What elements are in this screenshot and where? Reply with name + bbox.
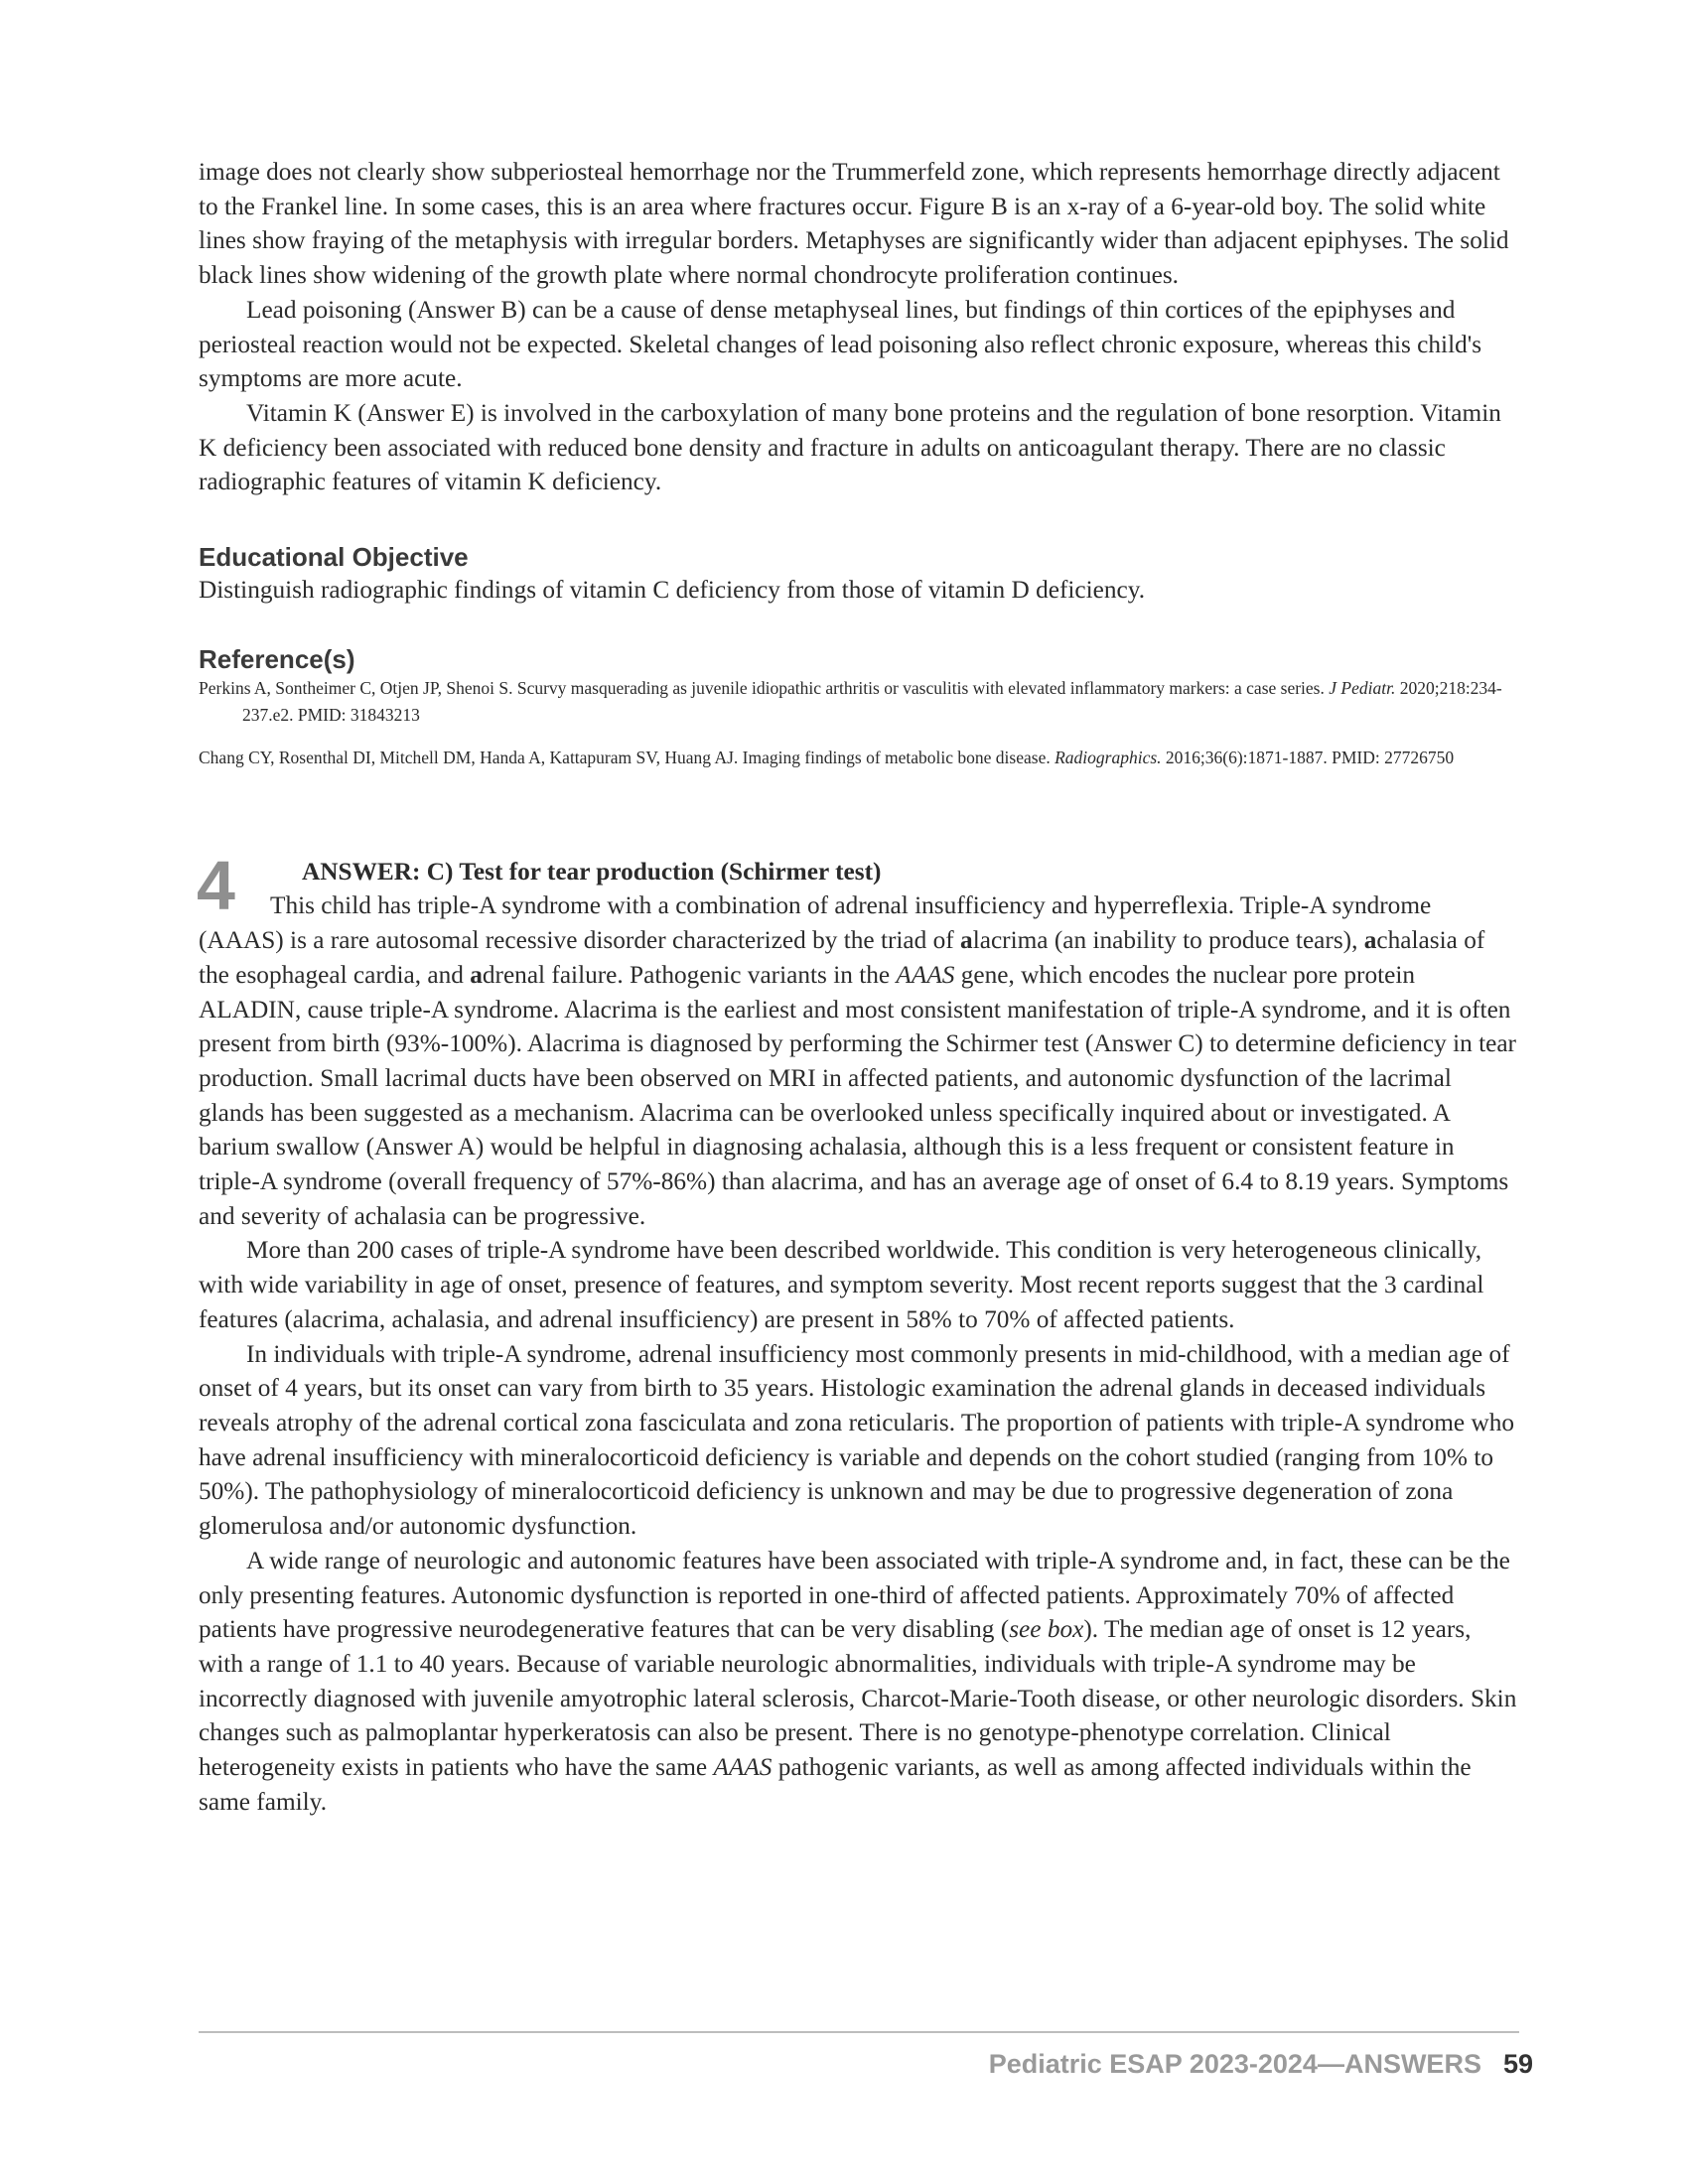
footer-rule <box>199 2031 1519 2033</box>
gene-name: AAAS <box>896 960 955 989</box>
answer-paragraph: This child has triple-A syndrome with a combination of adrenal insufficiency and hyperreflexia. Triple-A syndrome (AAAS) is a rare autosomal recessive disorder characterized by the triad of alacrima (an inability to produce tears), achalasia of the esophageal cardia, and adrenal failure. Pathogenic variants in the AAAS gene, which encodes the nuclear pore protein ALADIN, cause triple-A syndrome. Alacrima is the earliest and most consistent manifestation of triple-A syndrome, and it is often present from birth (93%-100%). Alacrima is diagnosed by performing the Schirmer test (Answer C) to determine deficiency in tear production. Small lacrimal ducts have been observed on MRI in affected patients, and autonomic dysfunction of the lacrimal glands has been suggested as a mechanism. Alacrima can be overlooked unless specifically inquired about or investigated. A barium swallow (Answer A) would be helpful in diagnosing achalasia, although this is a less frequent or consistent feature in triple-A syndrome (overall frequency of 57%-86%) than alacrima, and has an average age of onset of 6.4 to 8.19 years. Symptoms and severity of achalasia can be progressive. <box>199 891 1516 1230</box>
answer-paragraph: In individuals with triple-A syndrome, adrenal insufficiency most commonly presents in mid-childhood, with a median age of onset of 4 years, but its onset can vary from birth to 35 years. Histologic examination the adrenal glands in deceased individuals reveals atrophy of the adrenal cortical zona fasciculata and zona reticularis. The proportion of patients with triple-A syndrome who have adrenal insufficiency with mineralocorticoid deficiency is variable and depends on the cohort studied (ranging from 10% to 50%). The pathophysiology of mineralocorticoid deficiency is unknown and may be due to progressive degeneration of zona glomerulosa and/or autonomic dysfunction. <box>199 1339 1515 1541</box>
page-number: 59 <box>1502 2049 1533 2079</box>
page-footer <box>989 2049 1533 2080</box>
body-paragraph: image does not clearly show subperiosteal hemorrhage nor the Trummerfeld zone, which represents hemorrhage directly adjacent to the Frankel line. In some cases, this is an area where fractures occur. Figure B is an x-ray of a 6-year-old boy. The solid white lines show fraying of the metaphysis with irregular borders. Metaphyses are significantly wider than adjacent epiphyses. The solid black lines show widening of the growth plate where normal chondrocyte proliferation continues. <box>199 158 1509 290</box>
answer-section <box>197 846 1519 1820</box>
objective-text: Distinguish radiographic findings of vitamin C deficiency from those of vitamin D deficiency. <box>199 576 1146 605</box>
question-number: 4 <box>197 846 235 924</box>
footer-title: Pediatric ESAP 2023-2024—ANSWERS <box>988 2049 1481 2079</box>
references-heading: Reference(s) <box>199 643 355 674</box>
objective-heading: Educational Objective <box>199 542 469 573</box>
journal-name: Radiographics. <box>1055 747 1162 767</box>
page-content <box>199 155 1519 1819</box>
reference-item: Chang CY, Rosenthal DI, Mitchell DM, Handa A, Kattapuram SV, Huang AJ. Imaging findings of metabolic bone disease. Radiographics. 2016;36(6):1871-1887. PMID: 27726750 <box>199 747 1455 767</box>
body-paragraph: Vitamin K (Answer E) is involved in the carboxylation of many bone proteins and the regulation of bone resorption. Vitamin K deficiency been associated with reduced bone density and fracture in adults on anticoagulant therapy. There are no classic radiographic features of vitamin K deficiency. <box>199 398 1501 496</box>
gene-name: AAAS <box>713 1753 773 1782</box>
answer-paragraph: A wide range of neurologic and autonomic features have been associated with triple-A syndrome and, in fact, these can be the only presenting features. Autonomic dysfunction is reported in one-third of affected patients. Approximately 70% of affected patients have progressive neurodegenerative features that can be very disabling (see box). The median age of onset is 12 years, with a range of 1.1 to 40 years. Because of variable neurologic abnormalities, individuals with triple-A syndrome may be incorrectly diagnosed with juvenile amyotrophic lateral sclerosis, Charcot-Marie-Tooth disease, or other neurologic disorders. Skin changes such as palmoplantar hyperkeratosis can also be present. There is no genotype-phenotype correlation. Clinical heterogeneity exists in patients who have the same AAAS pathogenic variants, as well as among affected individuals within the same family. <box>199 1546 1517 1816</box>
reference-item: Perkins A, Sontheimer C, Otjen JP, Shenoi S. Scurvy masquerading as juvenile idiopathic arthritis or vasculitis with elevated inflammatory markers: a case series. J Pediatr. 2020;218:234-237.e2. PMID: 31843213 <box>199 677 1502 725</box>
journal-name: J Pediatr. <box>1329 677 1396 698</box>
see-box-ref: see box <box>1009 1615 1084 1644</box>
answer-paragraph: More than 200 cases of triple-A syndrome have been described worldwide. This condition is very heterogeneous clinically, with wide variability in age of onset, presence of features, and symptom severity. Most recent reports suggest that the 3 cardinal features (alacrima, achalasia, and adrenal insufficiency) are present in 58% to 70% of affected patients. <box>199 1236 1484 1333</box>
answer-heading: ANSWER: C) Test for tear production (Schirmer test) <box>302 857 882 886</box>
body-paragraph: Lead poisoning (Answer B) can be a cause of dense metaphyseal lines, but findings of thin cortices of the epiphyses and periosteal reaction would not be expected. Skeletal changes of lead poisoning also reflect chronic exposure, whereas this child's symptoms are more acute. <box>199 295 1482 393</box>
